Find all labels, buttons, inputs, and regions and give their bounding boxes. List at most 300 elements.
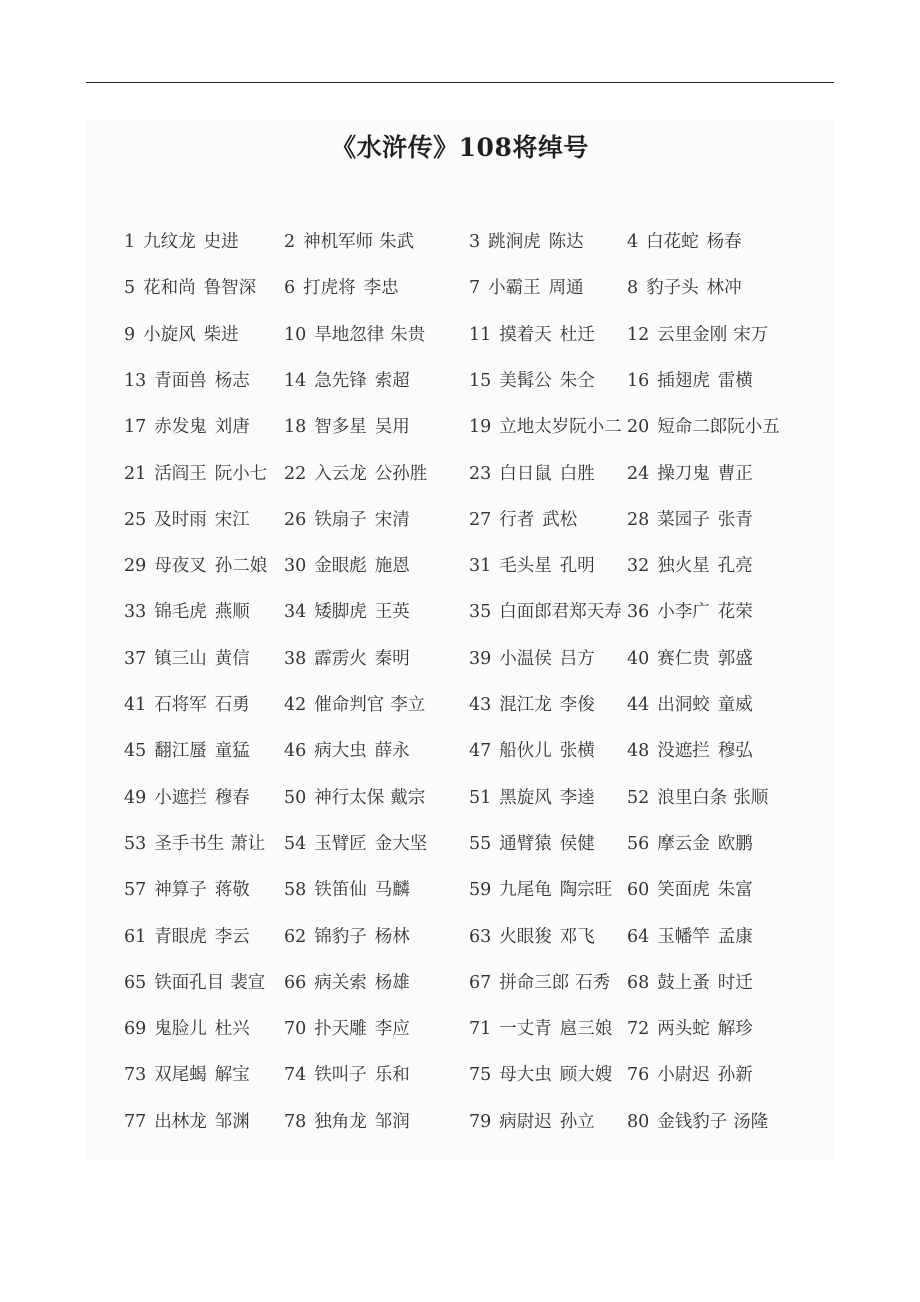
hero-number: 22 — [284, 463, 307, 484]
hero-number: 54 — [284, 833, 307, 854]
hero-number: 27 — [469, 509, 492, 530]
hero-nickname: 催命判官 — [314, 695, 385, 715]
hero-entry — [469, 739, 595, 763]
hero-number: 37 — [124, 648, 147, 669]
hero-number: 6 — [284, 278, 296, 299]
hero-name: 吕方 — [559, 648, 595, 669]
hero-nickname: 两头蛇 — [657, 1019, 710, 1040]
hero-entry — [124, 600, 250, 624]
hero-nickname: 鼓上蚤 — [657, 972, 710, 993]
hero-entry — [284, 230, 414, 254]
hero-entry — [627, 323, 768, 347]
hero-number: 33 — [124, 602, 147, 623]
hero-number: 69 — [124, 1019, 147, 1040]
hero-number: 58 — [284, 880, 307, 901]
hero-nickname: 拼命三郎 — [499, 972, 570, 993]
hero-name: 童威 — [717, 695, 753, 715]
hero-nickname: 石将军 — [154, 695, 207, 715]
hero-entry — [284, 415, 410, 439]
hero-nickname: 浪里白条 — [657, 787, 728, 808]
hero-name: 薛永 — [374, 741, 410, 762]
hero-entry — [124, 832, 265, 856]
hero-entry — [627, 276, 742, 300]
hero-number: 51 — [469, 787, 492, 808]
hero-name: 柴进 — [203, 324, 239, 345]
hero-entry — [627, 230, 742, 254]
hero-nickname: 操刀鬼 — [657, 463, 710, 484]
hero-nickname: 神算子 — [154, 880, 207, 901]
hero-nickname: 摸着天 — [499, 324, 552, 345]
hero-number: 74 — [284, 1065, 307, 1086]
hero-nickname: 豹子头 — [646, 278, 699, 299]
hero-entry — [124, 925, 250, 949]
hero-entry — [124, 276, 256, 300]
hero-entry — [469, 971, 610, 995]
hero-number: 50 — [284, 787, 307, 808]
hero-entry — [627, 369, 753, 393]
hero-number: 80 — [627, 1111, 650, 1132]
hero-entry — [124, 462, 267, 486]
hero-entry — [124, 647, 250, 671]
hero-nickname: 小霸王 — [488, 278, 541, 299]
hero-number: 46 — [284, 741, 307, 762]
hero-entry — [469, 1063, 612, 1087]
hero-number: 64 — [627, 926, 650, 947]
hero-entry — [469, 1110, 595, 1134]
hero-name: 孔明 — [559, 556, 595, 577]
hero-entry — [284, 508, 410, 532]
hero-nickname: 短命二郎 — [657, 417, 728, 438]
hero-nickname: 病大虫 — [314, 741, 367, 762]
hero-name: 戴宗 — [390, 787, 426, 808]
hero-number: 10 — [284, 324, 307, 345]
hero-nickname: 混江龙 — [499, 695, 552, 715]
hero-number: 13 — [124, 370, 147, 391]
hero-entry — [284, 925, 410, 949]
hero-nickname: 神机军师 — [303, 232, 374, 252]
hero-nickname: 白面郎君 — [499, 602, 570, 623]
hero-nickname: 赤发鬼 — [154, 417, 207, 438]
hero-number: 4 — [627, 232, 639, 252]
hero-name: 鲁智深 — [203, 278, 257, 299]
hero-entry — [627, 925, 753, 949]
hero-entry — [627, 1063, 753, 1087]
hero-entry — [124, 508, 250, 532]
hero-number: 63 — [469, 926, 492, 947]
hero-name: 朱武 — [379, 232, 415, 252]
hero-name: 王英 — [374, 602, 410, 623]
hero-nickname: 神行太保 — [314, 787, 385, 808]
hero-entry — [124, 554, 267, 578]
hero-nickname: 圣手书生 — [154, 833, 225, 854]
hero-name: 杜兴 — [214, 1019, 250, 1040]
hero-name: 裴宣 — [230, 972, 266, 993]
hero-number: 79 — [469, 1111, 492, 1132]
hero-nickname: 赛仁贵 — [657, 648, 710, 669]
hero-nickname: 没遮拦 — [657, 741, 710, 762]
hero-nickname: 金眼彪 — [314, 556, 367, 577]
hero-nickname: 镇三山 — [154, 648, 207, 669]
hero-number: 61 — [124, 926, 147, 947]
hero-name: 公孙胜 — [374, 463, 428, 484]
hero-entry — [469, 508, 577, 532]
hero-number: 68 — [627, 972, 650, 993]
hero-name: 扈三娘 — [559, 1019, 613, 1040]
hero-number: 2 — [284, 232, 296, 252]
hero-name: 杨林 — [374, 926, 410, 947]
hero-entry — [124, 878, 250, 902]
hero-name: 朱仝 — [559, 370, 595, 391]
hero-number: 56 — [627, 833, 650, 854]
hero-entry — [627, 647, 753, 671]
hero-number: 44 — [627, 695, 650, 715]
hero-number: 20 — [627, 417, 650, 438]
hero-entry — [469, 554, 595, 578]
hero-nickname: 出林龙 — [154, 1111, 207, 1132]
hero-name: 杨春 — [706, 232, 742, 252]
hero-nickname: 双尾蝎 — [154, 1065, 207, 1086]
hero-number: 60 — [627, 880, 650, 901]
hero-number: 29 — [124, 556, 147, 577]
hero-name: 阮小七 — [214, 463, 268, 484]
hero-entry — [627, 600, 753, 624]
hero-number: 78 — [284, 1111, 307, 1132]
header-rule — [86, 82, 834, 83]
hero-number: 41 — [124, 695, 147, 715]
hero-name: 张顺 — [733, 787, 769, 808]
hero-entry — [284, 647, 410, 671]
hero-nickname: 跳涧虎 — [488, 232, 541, 252]
hero-number: 19 — [469, 417, 492, 438]
hero-number: 57 — [124, 880, 147, 901]
hero-entry — [124, 415, 250, 439]
hero-name: 杨雄 — [374, 972, 410, 993]
hero-name: 解珍 — [717, 1019, 753, 1040]
hero-nickname: 及时雨 — [154, 509, 207, 530]
hero-nickname: 旱地忽律 — [314, 324, 385, 345]
hero-nickname: 鬼脸儿 — [154, 1019, 207, 1040]
hero-number: 72 — [627, 1019, 650, 1040]
hero-entry — [469, 230, 584, 254]
hero-nickname: 病关索 — [314, 972, 367, 993]
hero-nickname: 打虎将 — [303, 278, 356, 299]
hero-number: 16 — [627, 370, 650, 391]
hero-nickname: 急先锋 — [314, 370, 367, 391]
hero-entry — [627, 554, 753, 578]
hero-number: 18 — [284, 417, 307, 438]
hero-entry — [284, 693, 425, 717]
hero-nickname: 插翅虎 — [657, 370, 710, 391]
hero-number: 55 — [469, 833, 492, 854]
hero-name: 邓飞 — [559, 926, 595, 947]
hero-name: 孔亮 — [717, 556, 753, 577]
hero-nickname: 智多星 — [314, 417, 367, 438]
hero-name: 欧鹏 — [717, 833, 753, 854]
hero-name: 侯健 — [559, 833, 595, 854]
hero-entry — [469, 693, 595, 717]
hero-number: 67 — [469, 972, 492, 993]
hero-name: 雷横 — [717, 370, 753, 391]
hero-name: 邹渊 — [214, 1111, 250, 1132]
hero-number: 24 — [627, 463, 650, 484]
hero-number: 17 — [124, 417, 147, 438]
hero-name: 郭盛 — [717, 648, 753, 669]
hero-number: 21 — [124, 463, 147, 484]
hero-name: 吴用 — [374, 417, 410, 438]
hero-nickname: 铁叫子 — [314, 1065, 367, 1086]
hero-number: 65 — [124, 972, 147, 993]
hero-nickname: 铁面孔目 — [154, 972, 225, 993]
hero-entry — [627, 1110, 768, 1134]
hero-name: 宋江 — [214, 509, 250, 530]
hero-entry — [627, 832, 753, 856]
hero-nickname: 霹雳火 — [314, 648, 367, 669]
hero-entry — [284, 554, 410, 578]
hero-nickname: 摩云金 — [657, 833, 710, 854]
hero-entry — [124, 1063, 250, 1087]
hero-name: 郑天寿 — [569, 602, 622, 623]
hero-name: 穆弘 — [717, 741, 753, 762]
hero-name: 童猛 — [214, 741, 250, 762]
hero-entry — [284, 832, 427, 856]
hero-name: 白胜 — [559, 463, 595, 484]
hero-number: 32 — [627, 556, 650, 577]
hero-entry — [284, 971, 410, 995]
hero-nickname: 火眼狻 — [499, 926, 552, 947]
hero-nickname: 玉臂匠 — [314, 833, 367, 854]
hero-number: 73 — [124, 1065, 147, 1086]
hero-number: 8 — [627, 278, 639, 299]
hero-number: 3 — [469, 232, 481, 252]
hero-nickname: 矮脚虎 — [314, 602, 367, 623]
hero-nickname: 立地太岁 — [499, 417, 570, 438]
hero-name: 李应 — [374, 1019, 410, 1040]
hero-nickname: 一丈青 — [499, 1019, 552, 1040]
hero-name: 宋清 — [374, 509, 410, 530]
hero-name: 燕顺 — [214, 602, 250, 623]
hero-entry — [284, 600, 410, 624]
hero-nickname: 菜园子 — [657, 509, 710, 530]
hero-entry — [284, 276, 399, 300]
hero-name: 陶宗旺 — [559, 880, 613, 901]
hero-name: 陈达 — [548, 232, 584, 252]
hero-number: 49 — [124, 787, 147, 808]
hero-entry — [124, 323, 239, 347]
hero-number: 53 — [124, 833, 147, 854]
hero-entry — [469, 323, 595, 347]
hero-nickname: 母夜叉 — [154, 556, 207, 577]
hero-name: 乐和 — [374, 1065, 410, 1086]
hero-nickname: 九尾龟 — [499, 880, 552, 901]
hero-number: 52 — [627, 787, 650, 808]
hero-name: 宋万 — [733, 324, 769, 345]
hero-nickname: 白花蛇 — [646, 232, 699, 252]
hero-nickname: 入云龙 — [314, 463, 367, 484]
hero-name: 穆春 — [214, 787, 250, 808]
hero-nickname: 花和尚 — [143, 278, 196, 299]
hero-nickname: 青面兽 — [154, 370, 207, 391]
hero-name: 萧让 — [230, 833, 266, 854]
hero-number: 7 — [469, 278, 481, 299]
hero-number: 28 — [627, 509, 650, 530]
hero-name: 李逵 — [559, 787, 595, 808]
hero-nickname: 独火星 — [657, 556, 710, 577]
hero-number: 39 — [469, 648, 492, 669]
hero-number: 66 — [284, 972, 307, 993]
hero-number: 47 — [469, 741, 492, 762]
hero-entry — [469, 878, 612, 902]
hero-nickname: 毛头星 — [499, 556, 552, 577]
hero-name: 李云 — [214, 926, 250, 947]
hero-nickname: 船伙儿 — [499, 741, 552, 762]
hero-name: 马麟 — [374, 880, 410, 901]
hero-name: 孙新 — [717, 1065, 753, 1086]
hero-number: 34 — [284, 602, 307, 623]
hero-entry — [124, 230, 239, 254]
hero-number: 23 — [469, 463, 492, 484]
hero-entry — [469, 925, 595, 949]
hero-name: 武松 — [542, 509, 578, 530]
hero-name: 蒋敬 — [214, 880, 250, 901]
hero-entry — [469, 462, 595, 486]
hero-number: 77 — [124, 1111, 147, 1132]
hero-nickname: 玉幡竿 — [657, 926, 710, 947]
hero-number: 12 — [627, 324, 650, 345]
hero-nickname: 活阎王 — [154, 463, 207, 484]
hero-nickname: 金钱豹子 — [657, 1111, 728, 1132]
hero-entry — [124, 739, 250, 763]
hero-entry — [124, 971, 265, 995]
hero-nickname: 小李广 — [657, 602, 710, 623]
hero-nickname: 青眼虎 — [154, 926, 207, 947]
hero-entry — [124, 1110, 250, 1134]
hero-name: 杨志 — [214, 370, 250, 391]
hero-name: 林冲 — [706, 278, 742, 299]
hero-name: 黄信 — [214, 648, 250, 669]
hero-name: 朱贵 — [390, 324, 426, 345]
hero-entry — [469, 415, 622, 439]
hero-number: 75 — [469, 1065, 492, 1086]
hero-nickname: 铁扇子 — [314, 509, 367, 530]
hero-nickname: 白日鼠 — [499, 463, 552, 484]
hero-nickname: 小温侯 — [499, 648, 552, 669]
hero-nickname: 锦毛虎 — [154, 602, 207, 623]
hero-nickname: 翻江蜃 — [154, 741, 207, 762]
hero-name: 刘唐 — [214, 417, 250, 438]
hero-entry — [627, 1017, 753, 1041]
hero-entry — [284, 323, 425, 347]
hero-number: 5 — [124, 278, 136, 299]
hero-name: 张横 — [559, 741, 595, 762]
hero-nickname: 母大虫 — [499, 1065, 552, 1086]
hero-entry — [284, 878, 410, 902]
hero-name: 孙二娘 — [214, 556, 268, 577]
hero-name: 石勇 — [214, 695, 250, 715]
hero-nickname: 锦豹子 — [314, 926, 367, 947]
hero-number: 36 — [627, 602, 650, 623]
hero-nickname: 黑旋风 — [499, 787, 552, 808]
hero-nickname: 小尉迟 — [657, 1065, 710, 1086]
hero-number: 48 — [627, 741, 650, 762]
hero-name: 解宝 — [214, 1065, 250, 1086]
hero-nickname: 笑面虎 — [657, 880, 710, 901]
hero-nickname: 扑天雕 — [314, 1019, 367, 1040]
hero-nickname: 通臂猿 — [499, 833, 552, 854]
hero-entry — [469, 600, 622, 624]
hero-entry — [284, 462, 427, 486]
hero-name: 朱富 — [717, 880, 753, 901]
hero-name: 周通 — [548, 278, 584, 299]
hero-entry — [627, 739, 753, 763]
hero-number: 1 — [124, 232, 136, 252]
hero-entry — [469, 1017, 612, 1041]
hero-name: 邹润 — [374, 1111, 410, 1132]
hero-number: 71 — [469, 1019, 492, 1040]
hero-name: 史进 — [203, 232, 239, 252]
hero-nickname: 九纹龙 — [143, 232, 196, 252]
hero-nickname: 病尉迟 — [499, 1111, 552, 1132]
hero-entry — [627, 415, 780, 439]
hero-name: 曹正 — [717, 463, 753, 484]
hero-entry — [469, 369, 595, 393]
hero-number: 38 — [284, 648, 307, 669]
hero-nickname: 小遮拦 — [154, 787, 207, 808]
hero-number: 35 — [469, 602, 492, 623]
hero-name: 李立 — [390, 695, 426, 715]
hero-number: 31 — [469, 556, 492, 577]
hero-number: 9 — [124, 324, 136, 345]
hero-entry — [124, 1017, 250, 1041]
hero-number: 59 — [469, 880, 492, 901]
hero-entry — [469, 786, 595, 810]
hero-name: 施恩 — [374, 556, 410, 577]
hero-nickname: 云里金刚 — [657, 324, 728, 345]
hero-name: 顾大嫂 — [559, 1065, 613, 1086]
hero-entry — [284, 1063, 410, 1087]
hero-number: 30 — [284, 556, 307, 577]
hero-number: 11 — [469, 324, 492, 345]
hero-entry — [627, 508, 753, 532]
hero-nickname: 小旋风 — [143, 324, 196, 345]
hero-number: 76 — [627, 1065, 650, 1086]
hero-entry — [627, 693, 753, 717]
hero-name: 汤隆 — [733, 1111, 769, 1132]
hero-entry — [627, 462, 753, 486]
hero-nickname: 铁笛仙 — [314, 880, 367, 901]
hero-entry — [124, 693, 250, 717]
hero-name: 金大坚 — [374, 833, 428, 854]
hero-entry — [284, 369, 410, 393]
hero-nickname: 美髯公 — [499, 370, 552, 391]
hero-name: 石秀 — [575, 972, 611, 993]
hero-name: 李俊 — [559, 695, 595, 715]
hero-name: 孙立 — [559, 1111, 595, 1132]
hero-number: 70 — [284, 1019, 307, 1040]
hero-number: 15 — [469, 370, 492, 391]
hero-number: 40 — [627, 648, 650, 669]
hero-entry — [469, 832, 595, 856]
hero-name: 阮小二 — [569, 417, 622, 438]
hero-number: 25 — [124, 509, 147, 530]
hero-number: 62 — [284, 926, 307, 947]
hero-name: 秦明 — [374, 648, 410, 669]
hero-name: 阮小五 — [727, 417, 780, 438]
hero-entry — [627, 971, 753, 995]
hero-entry — [469, 276, 584, 300]
hero-entry — [284, 1017, 410, 1041]
hero-number: 42 — [284, 695, 307, 715]
hero-number: 26 — [284, 509, 307, 530]
